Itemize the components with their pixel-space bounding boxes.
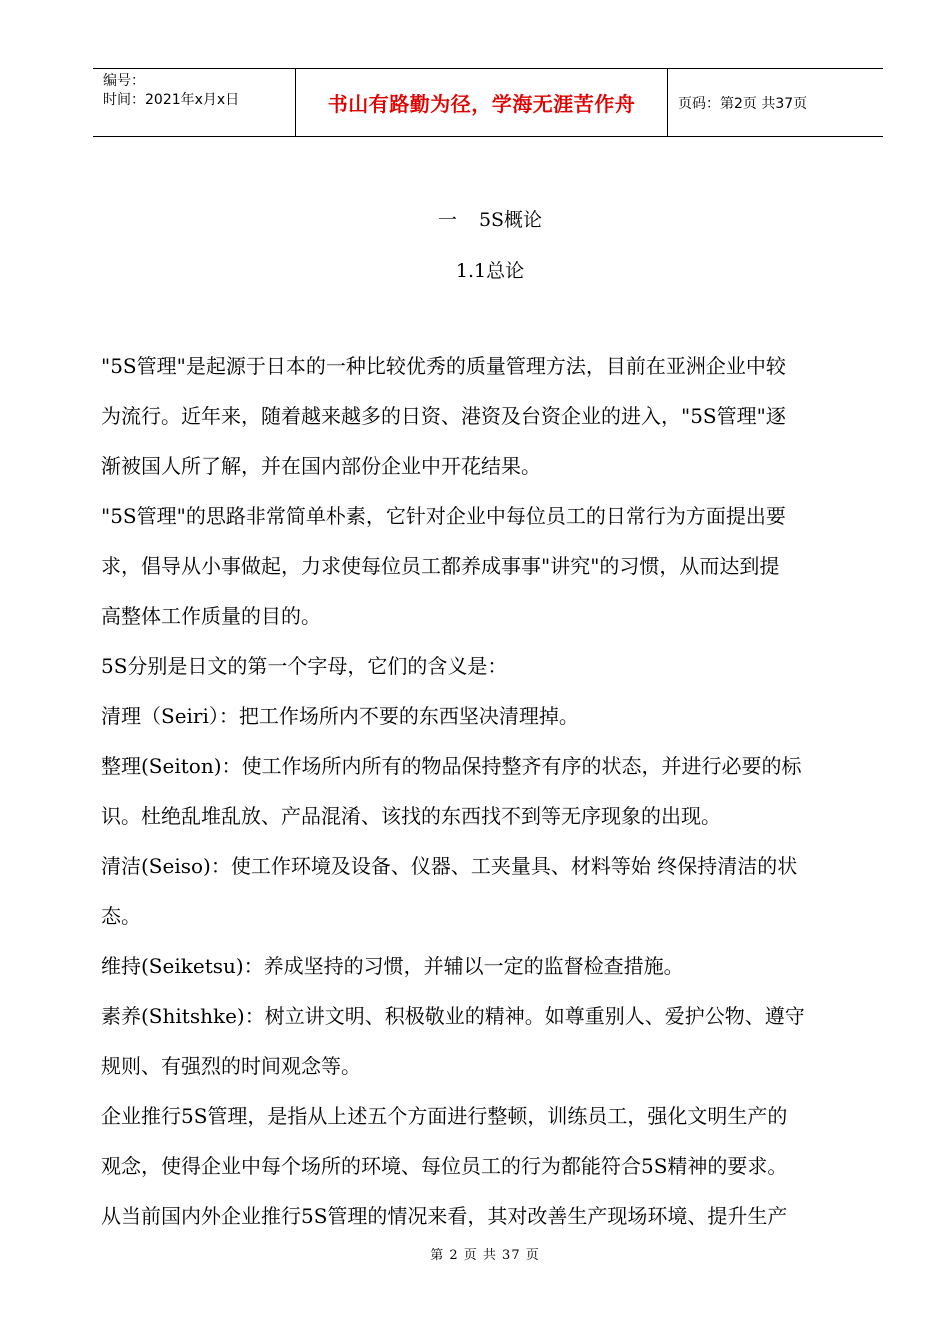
header-page-info: 页码：第2页 共37页 bbox=[678, 95, 808, 112]
section-number: 一 bbox=[437, 209, 457, 231]
text-line: "5S管理"的思路非常简单朴素，它针对企业中每位员工的日常行为方面提出要 bbox=[101, 504, 786, 528]
page-footer: 第 2 页 共 37 页 bbox=[430, 1248, 540, 1263]
header-meta bbox=[93, 69, 295, 136]
section-title: 5S概论 bbox=[478, 209, 543, 231]
text-line: 规则、有强烈的时间观念等。 bbox=[101, 1054, 361, 1078]
text-line: 识。杜绝乱堆乱放、产品混淆、该找的东西找不到等无序现象的出现。 bbox=[101, 804, 721, 828]
text-line: 渐被国人所了解，并在国内部份企业中开花结果。 bbox=[101, 454, 541, 478]
text-line: 5S分别是日文的第一个字母，它们的含义是： bbox=[101, 654, 508, 678]
body-text bbox=[101, 341, 881, 1241]
text-line: "5S管理"是起源于日本的一种比较优秀的质量管理方法，目前在亚洲企业中较 bbox=[101, 354, 786, 378]
text-line: 为流行。近年来，随着越来越多的日资、港资及台资企业的进入，"5S管理"逐 bbox=[101, 404, 786, 428]
time-label: 时间：2021年x月x日 bbox=[103, 92, 240, 108]
document-header bbox=[93, 68, 883, 137]
section-heading bbox=[0, 205, 950, 232]
text-line: 清洁(Seiso)：使工作环境及设备、仪器、工夹量具、材料等始 终保持清洁的状 bbox=[101, 854, 798, 878]
text-line: 维持(Seiketsu)：养成坚持的习惯，并辅以一定的监督检查措施。 bbox=[101, 954, 684, 978]
text-line: 态。 bbox=[101, 904, 141, 928]
text-line: 观念，使得企业中每个场所的环境、每位员工的行为都能符合5S精神的要求。 bbox=[101, 1154, 788, 1178]
text-line: 整理(Seiton)：使工作场所内所有的物品保持整齐有序的状态，并进行必要的标 bbox=[101, 754, 802, 778]
subsection-heading: 1.1总论 bbox=[455, 260, 525, 282]
text-line: 高整体工作质量的目的。 bbox=[101, 604, 321, 628]
text-line: 企业推行5S管理，是指从上述五个方面进行整顿，训练员工，强化文明生产的 bbox=[101, 1104, 788, 1128]
header-motto: 书山有路勤为径，学海无涯苦作舟 bbox=[295, 69, 668, 136]
text-line: 求，倡导从小事做起，力求使每位员工都养成事事"讲究"的习惯，从而达到提 bbox=[101, 554, 780, 578]
text-line: 素养(Shitshke)：树立讲文明、积极敬业的精神。如尊重别人、爱护公物、遵守 bbox=[101, 1004, 805, 1028]
text-line: 从当前国内外企业推行5S管理的情况来看，其对改善生产现场环境、提升生产 bbox=[101, 1204, 788, 1228]
number-label: 编号： bbox=[103, 73, 145, 89]
text-line: 清理（Seiri）：把工作场所内不要的东西坚决清理掉。 bbox=[101, 704, 579, 728]
